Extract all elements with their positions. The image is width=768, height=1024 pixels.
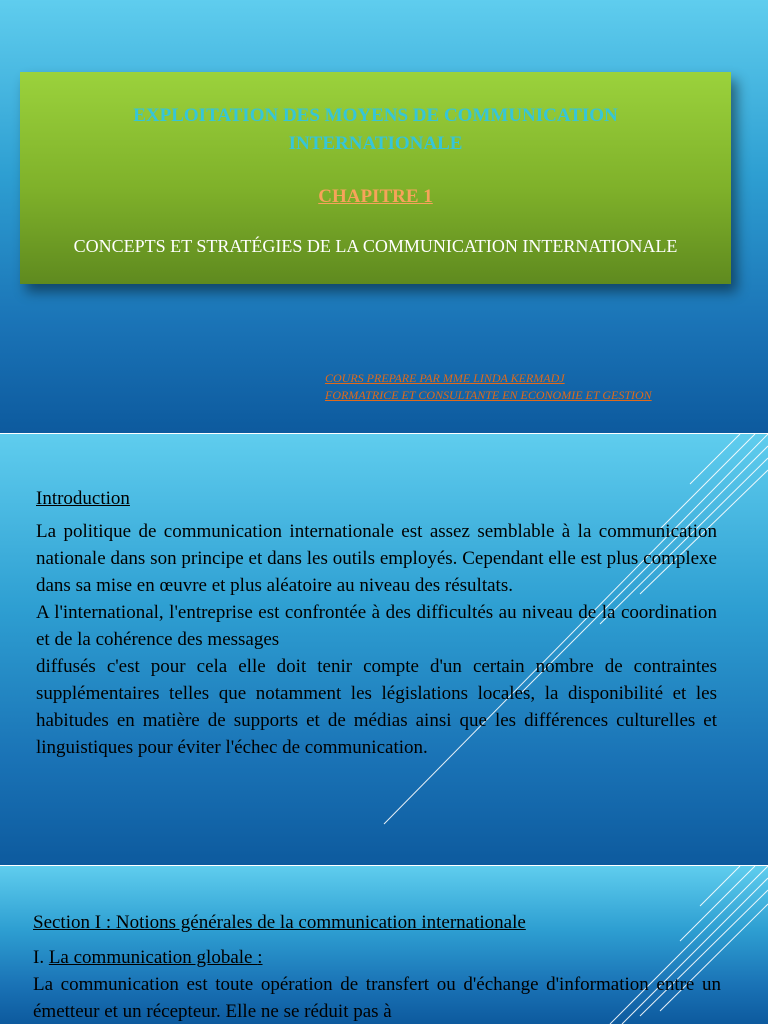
author-line-2: FORMATRICE ET CONSULTANTE EN ECONOMIE ET GESTION <box>325 388 652 402</box>
section-heading: Introduction <box>36 488 130 509</box>
title-slide <box>0 0 768 434</box>
author-line-1: COURS PREPARE PAR MME LINDA KERMADJ <box>325 371 565 385</box>
author-credit <box>325 370 652 404</box>
item-title: La communication globale <box>48 947 258 968</box>
chapter-subtitle: CONCEPTS ET STRATÉGIES DE LA COMMUNICATION INTERNATIONALE <box>73 236 678 256</box>
paragraph: La politique de communication internationale est assez semblable à la communication nationale dans son principe et dans les outils employés. Cependant elle est plus complexe dans sa mise en œuvre et plus aléatoire au niveau des résultats. <box>36 521 717 596</box>
paragraph: La communication est toute opération de transfert ou d'échange d'information entre un émetteur et un récepteur. Elle ne se réduit pas à <box>33 974 721 1022</box>
introduction-text <box>36 518 717 761</box>
section-heading: Section I : Notions générales de la communication internationale <box>33 912 526 933</box>
paragraph: diffusés c'est pour cela elle doit tenir compte d'un certain nombre de contraintes supplémentaires telles que notamment les législations locales, la disponibilité et les habitudes en matière de supports et de médias ainsi que les différences culturelles et linguistiques pour éviter l'échec de communication. <box>36 656 717 758</box>
paragraph: A l'international, l'entreprise est confrontée à des difficultés au niveau de la coordination et de la cohérence des messages <box>36 602 717 650</box>
introduction-slide <box>0 434 768 866</box>
item-number: I. <box>33 947 49 968</box>
section-text <box>33 944 721 1024</box>
document-title: EXPLOITATION DES MOYENS DE COMMUNICATION INTERNATIONALE <box>133 105 618 154</box>
section-slide <box>0 866 768 1024</box>
item-heading <box>33 944 721 971</box>
item-colon: : <box>257 947 263 968</box>
title-box <box>20 72 731 284</box>
chapter-label: CHAPITRE 1 <box>318 186 433 207</box>
